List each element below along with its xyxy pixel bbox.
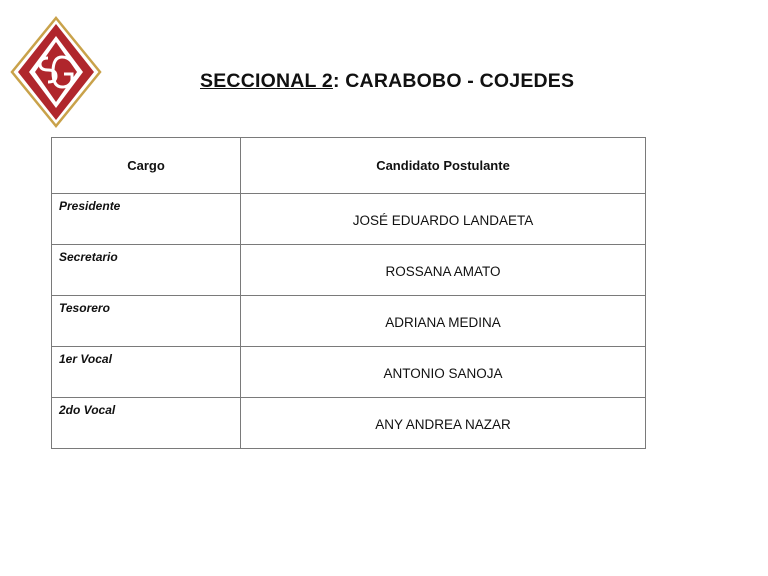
candidate-cell: ANY ANDREA NAZAR [241,398,646,449]
table-row [52,347,646,398]
cargo-cell: 1er Vocal [52,347,241,398]
cargo-cell: Secretario [52,245,241,296]
title-region: : CARABOBO - COJEDES [332,70,575,92]
cargo-cell: Tesorero [52,296,241,347]
candidate-cell: JOSÉ EDUARDO LANDAETA [241,194,646,245]
table-row [52,245,646,296]
candidates-table [51,137,646,449]
cargo-cell: Presidente [52,194,241,245]
page-title [200,70,574,93]
table-header-row [52,138,646,194]
table-row [52,398,646,449]
candidate-cell: ADRIANA MEDINA [241,296,646,347]
title-section-number: SECCIONAL 2 [200,70,333,92]
candidate-cell: ROSSANA AMATO [241,245,646,296]
organization-logo [10,16,102,128]
table-row [52,296,646,347]
candidate-cell: ANTONIO SANOJA [241,347,646,398]
cargo-cell: 2do Vocal [52,398,241,449]
header-cargo: Cargo [52,138,241,194]
table-row [52,194,646,245]
header-candidato: Candidato Postulante [241,138,646,194]
